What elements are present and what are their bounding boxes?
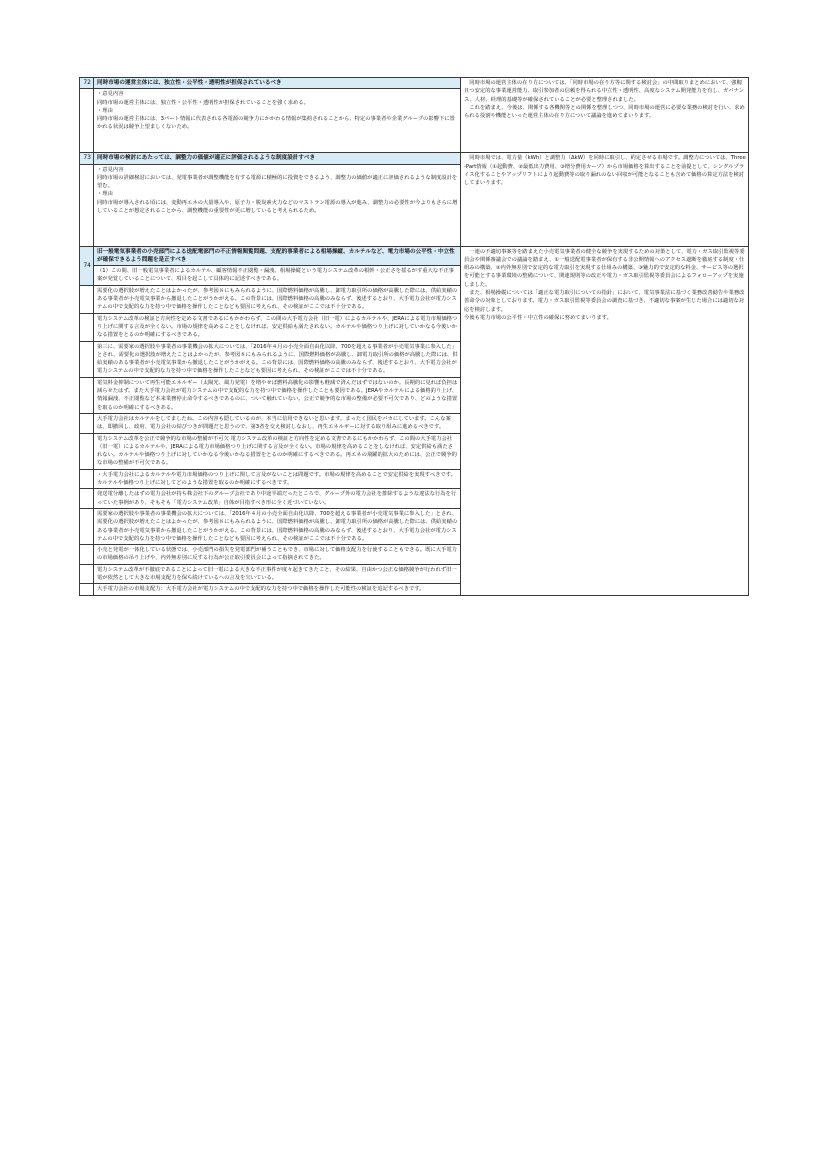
number-spacer [80,469,94,489]
opinion-line: ・理由 [97,107,113,114]
item-74-header-row [80,246,749,266]
opinion-cell: 需要化の選択肢が増えたことはよかったが、参考図８にもみられるように、国際燃料価格が高騰し、卸電力取引所の価格が高騰した際には、供給実績のある事業者が小売電気事業から撤退したことがうかがえる。この背景には、国際燃料価格の高騰のみならず、後述するとおり、大手電力会社が電力システムの中で支配的な力を持つ中で価格を操作したことなども要因に考えられ、その検証がここでは不十分である。 [94,285,461,313]
number-spacer [80,413,94,433]
number-spacer [80,313,94,341]
number-spacer [80,489,94,509]
response-cell [461,246,749,595]
number-spacer [80,164,94,246]
opinion-line: 同時市場の運営主体には、独立性・公平性・透明性が担保されていることを強く求める。 [97,99,309,106]
response-paragraph: これを踏まえ、今後は、関係する各機関等との関係を整理しつつ、同時市場の運営に必要な業務の検討を行い、求められる役割や機能といった運営主体の在り方について議論を進めてまいります。 [464,104,745,120]
opinion-cell [94,164,461,246]
opinion-line: 同時市場が導入される頃には、変動再エネの大量導入や、原子力・脱炭素火力などのマストラン電源の導入が進み、調整力の必要性が今よりもさらに増していることが想定されることから、調整機能の重要性が更に増していると考えられるため。 [97,199,458,215]
number-spacer [80,584,94,595]
number-spacer [80,433,94,469]
opinion-line: ・意見内容 [97,166,124,173]
opinion-cell: 小売と発電が一体化している状態では、小売部門の損失を発電部門が補うこともでき、市場に対して価格支配力を行使することもできる。既に大手電力の市場価格の吊り上げや、内外無差別に反する行為が公正取引委員会によって指摘されてきた。 [94,545,461,565]
comment-table [79,77,749,596]
opinion-cell: 電力システム改革を公正で競争的な市場の整備が不可欠 電力システム改革の検証と方向性を定める文書であるにもかかわらず、この間の大手電力会社（旧一電）によるカルテルや、JERAによる電力市場価格つり上げに関する言及が全くない。市場の規律を高めることをしなければ、安定供給も満たされない。カルテルや価格つり上げに対していかなる今後いかなる措置をとるのか明確にするべきである。再エネの飛躍的拡大のためには、公正で競争的な市場の整備が不可欠である。 [94,433,461,469]
opinion-line: ・理由 [97,191,113,198]
number-spacer [80,545,94,565]
opinion-cell: 電力システム改革の検証と方向性を定める文書であるにもかかわらず、この間の大手電力会社（旧一電）によるカルテルや、JERAによる電力市場価格つり上げに関する言及が全くない。市場の規律を高めることをしなければ、安定供給も満たされない。カルテルや価格つり上げに対していかなる今後いかなる措置をとるのか明確にするべきである。 [94,313,461,341]
number-spacer [80,285,94,313]
number-spacer [80,377,94,413]
opinion-cell: （1）この間、旧一般電気事業者によるカルテル、顧客情報不正閲覧・漏洩、相場操縦という電力システム改革の根幹・公正さを揺るがす重大な不正事案が発覚していることについて、項目を起こして具体的に記述すべきである。 [94,266,461,286]
item-number: 74 [80,246,94,285]
response-paragraph: また、相場操縦については「適正な電力取引についての指針」において、電気事業法に基づく業務改善勧告や業務改善命令の対象としております。電力・ガス取引監視等委員会の調査に基づき、不適切な事案が生じた場合には適切な対応を検討します。 [464,290,745,313]
item-number: 73 [80,153,94,164]
number-spacer [80,341,94,377]
response-paragraph: 同時市場の運営主体の在り方については、「同時市場の在り方等に関する検討会」の中間取りまとめにおいて、強靱且つ安定的な事業運営能力、取引参加者の信頼を得られる中立性・透明性、高度なシステム開発能力を有し、ガバナンス、人材、経理的基礎等が確保されていることが必要と整理されました。 [464,80,744,103]
opinion-cell [94,89,461,153]
response-paragraph: 一連の不適切事案等を踏まえた小売電気事業者の健全な競争を実現するための対策として、電力・ガス取引監視等委員会や関係審議会での議論を踏まえ、①一般送配電事業者が保有する非公開情報へのアクセス遮断を徹底する制度・仕組みの構築、②内外無差別で安定的な電力取引を実現する仕組みの構築、③魅力的で安定的な料金、サービス等の選択を可能とする事業環境の整備について、関連規則等の改正や電力・ガス取引監視等委員会によるフォローアップを実施しました。 [464,248,745,288]
item-73-header-row [80,153,749,164]
opinion-cell: 電力システム改革が不徹底であることによって旧一電による大きな不正事件が度々起きてきたこと、その結果、自由かつ公正な価格競争が行われず旧一電が依然として大きな市場支配力を保ち続けているへの言及を欠いている。 [94,564,461,584]
item-title: 旧一般電気事業者の小売部門による送配電部門の不正情報閲覧問題、支配的事業者による相場操縦、カルテルなど、電力市場の公平性・中立性が確保できるよう問題を是正すべき [94,246,461,266]
item-title: 同時市場の検討にあたっては、調整力の価値が適正に評価されるような制度設計すべき [94,153,461,164]
opinion-cell: 大手電力会社の市場支配力：大手電力会社が電力システムの中で支配的な力を持つ中で価格を操作した可能性の検証を追記するべきです。 [94,584,461,595]
item-number: 72 [80,78,94,89]
opinion-cell: 大手電力会社はカルテルをしてましたね。この内容も隠しているのが、本当に信用できないと思います。まったく国民をバカにしています。こんな案は、即撤回し、政府、電力会社の結びつきが問題だと思うので、第3者を交え検討しなおし、再生エネルギーに対する取り組みに進めるべきです。 [94,413,461,433]
opinion-line: ・意見内容 [97,91,124,98]
opinion-cell: 第三に、需要家の選択肢や事業者の事業機会の拡大については、「2016年４月の小売全面自由化以降、700を超える事業者が小売電気事業に参入した」とされ、需要化の選択肢が増えたことはよかったが、参考図８にもみられるように、国際燃料価格が高騰し、卸電力取引所の価格が高騰した際には、供給実績のある事業者が小売電気事業から撤退したことがうかがえる。この背景には、国際燃料価格の高騰のみならず、後述するとおり、大手電力会社が電力システムの中で支配的な力を持つ中で価格を操作したことなども要因に考えられ、その検証がここでは不十分である。 [94,341,461,377]
number-spacer [80,89,94,153]
response-paragraph: 同時市場では、電力量（kWh）と調整力（ΔkW）を同時に取引し、約定させる市場です。調整力については、Three-Part情報（①起動費、②最低出力費用、③増分費用カーブ）から市場価格を算出することを前提として、シングルプライス化することやアップリフトにより起動費等の取り漏れのない回収が可能となることも含めて価格の算定方法を検討してまいります。 [464,155,746,187]
opinion-line: 同時市場の運営主体には、3パート情報に代表される各電源の競争力にかかわる情報が集約されることから、特定の事業者や企業グループの影響下に置かれる状況は競争上望ましくないため。 [97,116,455,131]
item-title: 同時市場の運営主体には、独立性・公平性・透明性が担保されているべき [94,78,461,89]
number-spacer [80,508,94,544]
response-paragraph: 今後も電力市場の公平性・中立性の確保に努めてまいります。 [464,314,612,321]
opinion-cell: ・大手電力会社によるカルテルや電力市場価格のつり上げに関して言及がないことは問題です。市場の規律を高めることで安定供給を実現すべきです。カルテルや価格つり上げに対してどのような措置を取るのか明確にするべきです。 [94,469,461,489]
response-cell [461,153,749,246]
number-spacer [80,564,94,584]
opinion-line: 同時市場の詳細検討においては、発電事業者が調整機能を有する電源に積極的に投資をできるよう、調整力の価値が適正に評価されるような制度設計を望む。 [97,174,458,190]
item-72-header-row [80,78,749,89]
response-cell [461,78,749,153]
opinion-cell: 電気料金抑制について再生可能エネルギー（太陽光、風力発電）を増やせば燃料高騰化の影響も軽減で済んだはずではないのか。長期的に見れば負担は減らせたはず。また大手電力会社が電力システムの中で支配的な力を持つ中で価格を操作したことも要因である。JERAやカルテルによる価格釣り上げ、情報漏洩、不正閲覧など本来業務停止命令するべきであるのに、ついて触れていない。公正で競争的な市場の整備が必要不可欠であり、どのような措置を取るのか明確にするべきある。 [94,377,461,413]
opinion-cell: 需要家の選択肢や事業者の事業機会の拡大については、「2016年４月の小売全面自由化以降、700を超える事業者が小売電気事業に参入した」とされ、需要化の選択肢が増えたことはよかったが、参考図８にもみられるように、国際燃料価格が高騰し、卸電力取引所の価格が高騰した際には、供給実績のある事業者が小売電気事業から撤退したことがうかがえる。この背景には、国際燃料価格の高騰のみならず、後述するとおり、大手電力会社が電力システムの中で支配的な力を持つ中で価格を操作したことなども要因に考えられ、その検証がここでは不十分である。 [94,508,461,544]
opinion-cell: 発送電分離したはずの電力会社が持ち株会社下のグループ会社であり中途半端だったところで、グループ外の電力会社を排除するような違法な行為を行っていた事例があり、そもそも「電力システム改革」自体が目指すべき形に全く近づいていない。 [94,489,461,509]
